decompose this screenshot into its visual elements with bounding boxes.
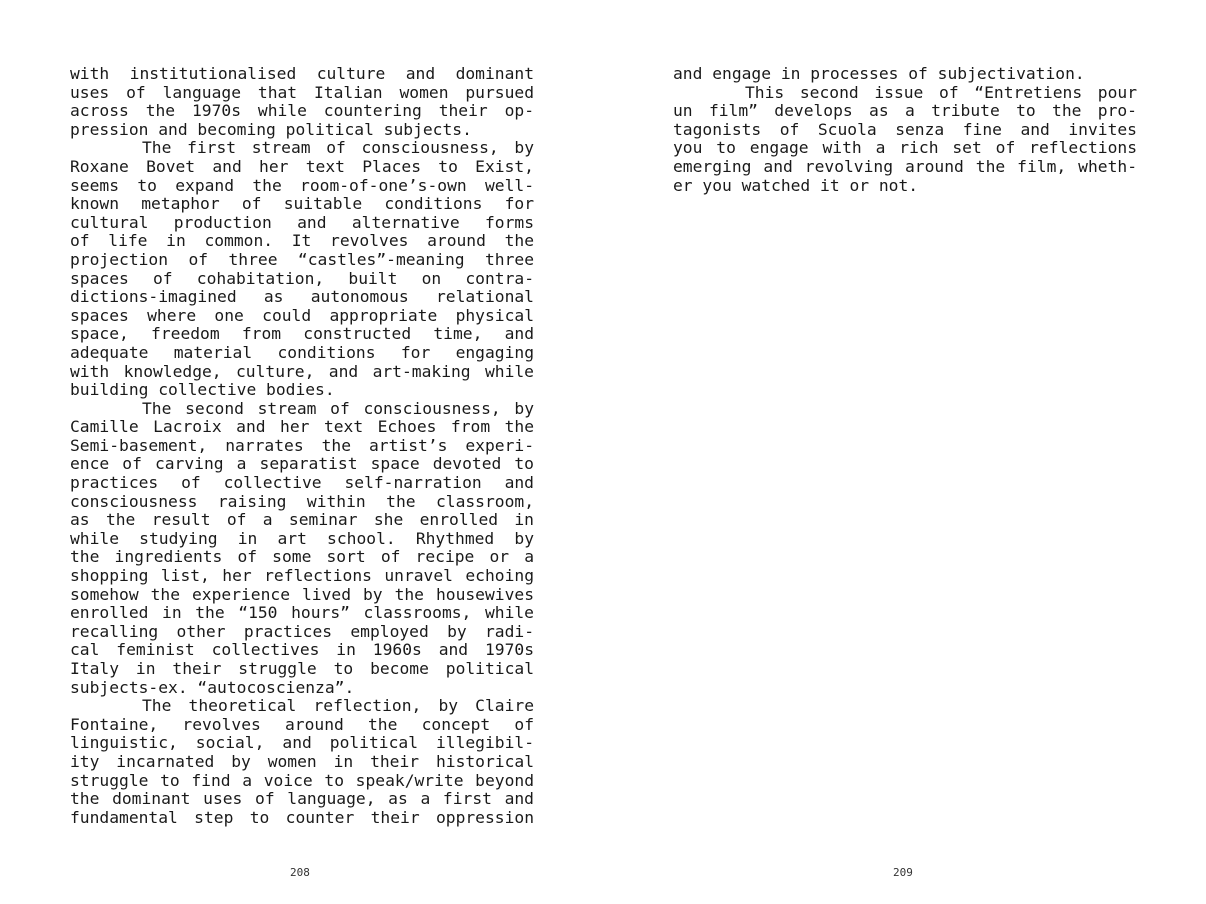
text-line: building collective bodies. xyxy=(70,380,335,400)
text-line: practices of collective self-narration and xyxy=(70,473,534,493)
text-line: Semi-basement, narrates the artist’s experi- xyxy=(70,435,534,455)
text-line: the dominant uses of language, as a first and xyxy=(70,789,534,809)
text-line: shopping list, her reflections unravel echoing xyxy=(70,566,534,586)
text-line: space, freedom from constructed time, and xyxy=(70,324,534,344)
text-line: ence of carving a separatist space devoted to xyxy=(70,454,534,474)
text-line: uses of language that Italian women pursued xyxy=(70,82,534,102)
text-line: linguistic, social, and political illegibil- xyxy=(70,733,534,753)
text-line: while studying in art school. Rhythmed by xyxy=(70,528,534,548)
text-line: er you watched it or not. xyxy=(673,175,919,195)
text-line: spaces where one could appropriate physical xyxy=(70,305,534,325)
text-line: known metaphor of suitable conditions for xyxy=(70,194,534,214)
text-line: Fontaine, revolves around the concept of xyxy=(70,714,534,734)
text-line: struggle to find a voice to speak/write beyond xyxy=(70,770,534,790)
text-line: The theoretical reflection, by Claire xyxy=(142,696,534,716)
text-line: projection of three “castles”-meaning three xyxy=(70,249,534,269)
text-line: The second stream of consciousness, by xyxy=(142,398,534,418)
text-line: enrolled in the “150 hours” classrooms, while xyxy=(70,603,534,623)
text-line: you to engage with a rich set of reflections xyxy=(673,138,1137,158)
text-line: Camille Lacroix and her text Echoes from the xyxy=(70,417,534,437)
text-line: un film” develops as a tribute to the pro- xyxy=(673,101,1137,121)
text-line: emerging and revolving around the film, wheth- xyxy=(673,156,1137,176)
text-line: recalling other practices employed by radi- xyxy=(70,621,534,641)
text-line: tagonists of Scuola senza fine and invites xyxy=(673,119,1137,139)
text-line: consciousness raising within the classroom, xyxy=(70,491,534,511)
text-line: Roxane Bovet and her text Places to Exist, xyxy=(70,156,534,176)
page-number: 208 xyxy=(290,866,310,879)
text-line: adequate material conditions for engaging xyxy=(70,342,534,362)
text-line: dictions-imagined as autonomous relational xyxy=(70,287,534,307)
text-line: seems to expand the room-of-one’s-own well- xyxy=(70,175,534,195)
right-page-body xyxy=(673,65,1137,195)
text-line: with institutionalised culture and dominant xyxy=(70,64,534,83)
text-line: cal feminist collectives in 1960s and 1970s xyxy=(70,640,534,660)
text-line: cultural production and alternative forms xyxy=(70,212,534,232)
text-line: of life in common. It revolves around the xyxy=(70,231,534,251)
text-line: The first stream of consciousness, by xyxy=(142,138,534,158)
left-page-body xyxy=(70,65,534,827)
text-line: the ingredients of some sort of recipe or a xyxy=(70,547,534,567)
text-line: and engage in processes of subjectivation. xyxy=(673,64,1085,83)
text-line: pression and becoming political subjects. xyxy=(70,119,472,139)
text-line: spaces of cohabitation, built on contra- xyxy=(70,268,534,288)
text-line: fundamental step to counter their oppression xyxy=(70,807,534,827)
text-line: across the 1970s while countering their op- xyxy=(70,101,534,121)
text-line: somehow the experience lived by the housewives xyxy=(70,584,534,604)
text-line: as the result of a seminar she enrolled in xyxy=(70,510,534,530)
page-number: 209 xyxy=(893,866,913,879)
right-page xyxy=(603,0,1206,904)
text-line: This second issue of “Entretiens pour xyxy=(745,82,1137,102)
text-line: subjects-ex. “autocoscienza”. xyxy=(70,677,355,697)
text-line: ity incarnated by women in their historical xyxy=(70,751,534,771)
text-line: with knowledge, culture, and art-making while xyxy=(70,361,534,381)
text-line: Italy in their struggle to become political xyxy=(70,659,534,678)
